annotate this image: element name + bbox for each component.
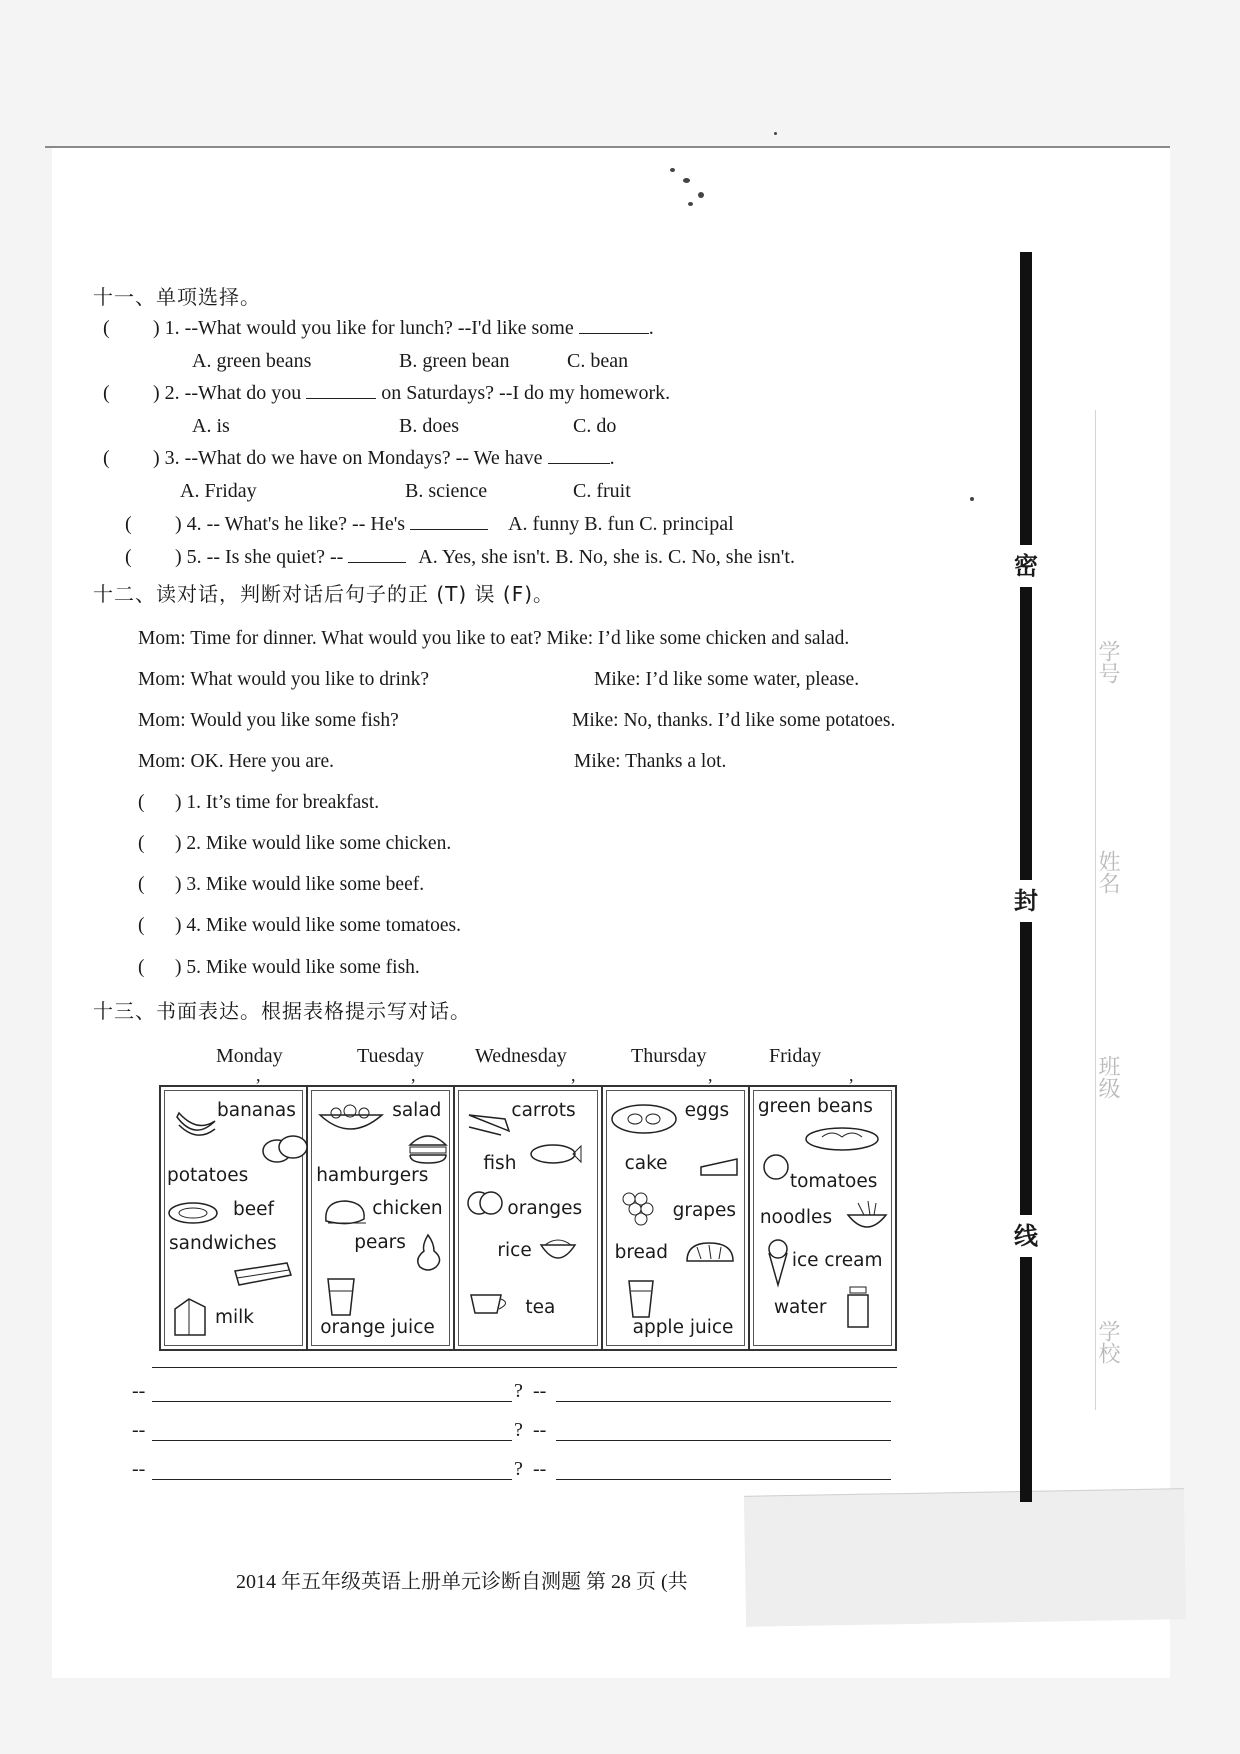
tick-mark: , xyxy=(849,1065,854,1085)
dialog-mom-4: Mom: OK. Here you are. xyxy=(138,751,335,772)
q1-option-c: C. bean xyxy=(567,350,629,372)
q3-paren: ( xyxy=(103,447,110,469)
dialog-line-1: Mom: Time for dinner. What would you like to eat? Mike: I’d like some chicken and salad. xyxy=(138,628,850,649)
answer-line-2a[interactable] xyxy=(152,1440,512,1441)
dash-2a: -- xyxy=(132,1419,146,1441)
day-monday: Monday xyxy=(216,1045,283,1067)
ice-cream-icon xyxy=(760,1237,796,1289)
food-apple-juice: apple juice xyxy=(632,1317,734,1338)
food-milk: milk xyxy=(215,1307,255,1328)
grapes-icon xyxy=(617,1187,661,1231)
food-oranges: oranges xyxy=(507,1198,583,1219)
section-11-title: 十一、单项选择。 xyxy=(93,285,261,309)
q3-option-a: A. Friday xyxy=(180,480,257,502)
dash-1a: -- xyxy=(132,1380,146,1402)
speck xyxy=(688,202,693,206)
tuesday-cell xyxy=(308,1087,455,1349)
torn-paper-corner xyxy=(744,1488,1186,1627)
q4-question: ) 4. -- What's he like? -- He's A. funny B. fun C. principal xyxy=(175,513,734,535)
food-carrots: carrots xyxy=(511,1100,576,1121)
food-tomatoes: tomatoes xyxy=(789,1171,878,1192)
q3-blank[interactable] xyxy=(548,447,610,464)
green-beans-icon xyxy=(802,1121,882,1153)
q5-blank[interactable] xyxy=(348,546,406,563)
dialog-mom-2: Mom: What would you like to drink? xyxy=(138,669,430,690)
oranges-icon xyxy=(465,1185,505,1219)
food-tea: tea xyxy=(525,1297,556,1318)
wednesday-cell xyxy=(455,1087,602,1349)
speck xyxy=(670,168,675,172)
q4-paren: ( xyxy=(125,513,132,535)
food-water: water xyxy=(773,1297,827,1318)
side-label-class: 班级 xyxy=(1095,1055,1120,1099)
dialog-mike-4: Mike: Thanks a lot. xyxy=(574,751,727,772)
food-beef: beef xyxy=(233,1199,275,1220)
apple-juice-icon xyxy=(625,1277,657,1319)
judge-5: ) 5. Mike would like some fish. xyxy=(175,957,420,978)
dialog-mom-3: Mom: Would you like some fish? xyxy=(138,710,399,731)
sandwiches-icon xyxy=(231,1259,293,1289)
q4-blank[interactable] xyxy=(410,513,488,530)
food-chicken: chicken xyxy=(372,1198,443,1219)
answer-line-1a[interactable] xyxy=(152,1401,512,1402)
chicken-icon xyxy=(320,1193,370,1229)
qmark-1: ? xyxy=(514,1380,523,1402)
section-12-title: 十二、读对话，判断对话后句子的正 (T) 误 (F)。 xyxy=(93,582,555,606)
carrots-icon xyxy=(465,1107,515,1137)
q2-paren: ( xyxy=(103,382,110,404)
beef-icon xyxy=(167,1199,223,1227)
q2-option-c: C. do xyxy=(573,415,617,437)
tick-mark: , xyxy=(708,1065,713,1085)
side-label-school: 学校 xyxy=(1095,1320,1120,1364)
food-grapes: grapes xyxy=(672,1200,737,1221)
bananas-icon xyxy=(173,1107,219,1141)
thursday-cell xyxy=(603,1087,750,1349)
answer-line-1b[interactable] xyxy=(556,1401,891,1402)
qmark-2: ? xyxy=(514,1419,523,1441)
day-thursday: Thursday xyxy=(631,1045,707,1067)
q5-paren: ( xyxy=(125,546,132,568)
judge-4: ) 4. Mike would like some tomatoes. xyxy=(175,915,461,936)
judge-2: ) 2. Mike would like some chicken. xyxy=(175,833,452,854)
speck xyxy=(683,178,690,183)
binding-bar xyxy=(1020,252,1032,1502)
milk-icon xyxy=(171,1295,209,1339)
food-ice-cream: ice cream xyxy=(791,1250,883,1271)
food-sandwiches: sandwiches xyxy=(169,1233,277,1254)
answer-line-2b[interactable] xyxy=(556,1440,891,1441)
food-potatoes: potatoes xyxy=(167,1165,249,1186)
speck xyxy=(774,132,777,135)
dash-2b: -- xyxy=(533,1419,547,1441)
q3-option-c: C. fruit xyxy=(573,480,631,502)
water-icon xyxy=(844,1283,872,1331)
food-hamburgers: hamburgers xyxy=(316,1165,429,1186)
eggs-icon xyxy=(609,1101,679,1137)
noodles-icon xyxy=(844,1199,890,1237)
speck xyxy=(970,497,974,501)
q1-option-b: B. green bean xyxy=(399,350,510,372)
judge-2-paren: ( xyxy=(138,833,145,854)
food-pears: pears xyxy=(354,1232,406,1253)
dash-3a: -- xyxy=(132,1458,146,1480)
dialog-mike-2: Mike: I’d like some water, please. xyxy=(594,669,860,690)
dash-1b: -- xyxy=(533,1380,547,1402)
q2-option-b: B. does xyxy=(399,415,459,437)
day-tuesday: Tuesday xyxy=(357,1045,425,1067)
tick-mark: , xyxy=(256,1065,261,1085)
section-13-title: 十三、书面表达。根据表格提示写对话。 xyxy=(93,999,471,1023)
seal-mark-xian: 线 xyxy=(1010,1215,1042,1257)
q5-question: ) 5. -- Is she quiet? -- A. Yes, she isn't. B. No, she is. C. No, she isn't. xyxy=(175,546,795,568)
potatoes-icon xyxy=(261,1131,309,1165)
writing-top-rule xyxy=(152,1367,897,1368)
q1-paren: ( xyxy=(103,317,110,339)
answer-line-3a[interactable] xyxy=(152,1479,512,1480)
q2-option-a: A. is xyxy=(192,415,230,437)
salad-icon xyxy=(316,1103,386,1137)
seal-mark-mi: 密 xyxy=(1010,545,1042,587)
dash-3b: -- xyxy=(533,1458,547,1480)
q3-option-b: B. science xyxy=(405,480,488,502)
judge-5-paren: ( xyxy=(138,957,145,978)
judge-1: ) 1. It’s time for breakfast. xyxy=(175,792,380,813)
food-bananas: bananas xyxy=(217,1100,296,1121)
hamburgers-icon xyxy=(406,1127,450,1165)
seal-mark-feng: 封 xyxy=(1010,880,1042,922)
speck xyxy=(698,192,704,198)
monday-cell xyxy=(161,1087,308,1349)
food-bread: bread xyxy=(614,1242,669,1263)
food-eggs: eggs xyxy=(684,1100,730,1121)
food-cake: cake xyxy=(624,1153,668,1174)
judge-3: ) 3. Mike would like some beef. xyxy=(175,874,425,895)
rice-icon xyxy=(537,1233,579,1265)
tick-mark: , xyxy=(411,1065,416,1085)
judge-3-paren: ( xyxy=(138,874,145,895)
q1-question: ) 1. --What would you like for lunch? --I'd like some . xyxy=(153,317,654,339)
dialog-mike-3: Mike: No, thanks. I’d like some potatoes. xyxy=(572,710,896,731)
fish-icon xyxy=(527,1139,583,1169)
food-green-beans: green beans xyxy=(757,1096,873,1117)
day-friday: Friday xyxy=(769,1045,822,1067)
answer-line-3b[interactable] xyxy=(556,1479,891,1480)
tick-mark: , xyxy=(571,1065,576,1085)
food-noodles: noodles xyxy=(759,1207,833,1228)
tea-icon xyxy=(467,1287,513,1319)
orange-juice-icon xyxy=(324,1275,358,1317)
friday-cell xyxy=(750,1087,895,1349)
page-footer: 2014 年五年级英语上册单元诊断自测题 第 28 页 (共 xyxy=(236,1571,688,1593)
q1-option-a: A. green beans xyxy=(192,350,312,372)
judge-1-paren: ( xyxy=(138,792,145,813)
q1-blank[interactable] xyxy=(579,317,649,334)
day-wednesday: Wednesday xyxy=(475,1045,567,1067)
food-rice: rice xyxy=(497,1240,532,1261)
paper-sheet xyxy=(52,148,1170,1678)
q2-blank[interactable] xyxy=(306,382,376,399)
judge-4-paren: ( xyxy=(138,915,145,936)
food-orange-juice: orange juice xyxy=(320,1317,435,1338)
food-table xyxy=(159,1085,897,1351)
side-label-student-id: 学号 xyxy=(1095,640,1120,684)
side-dotted-line xyxy=(1095,410,1096,1410)
food-salad: salad xyxy=(392,1100,442,1121)
side-label-name: 姓名 xyxy=(1095,850,1120,894)
cake-icon xyxy=(697,1145,741,1181)
bread-icon xyxy=(683,1237,737,1271)
qmark-3: ? xyxy=(514,1458,523,1480)
q2-question: ) 2. --What do you on Saturdays? --I do my homework. xyxy=(153,382,671,404)
food-fish: fish xyxy=(483,1153,517,1174)
pears-icon xyxy=(412,1231,446,1275)
q3-question: ) 3. --What do we have on Mondays? -- We have . xyxy=(153,447,615,469)
